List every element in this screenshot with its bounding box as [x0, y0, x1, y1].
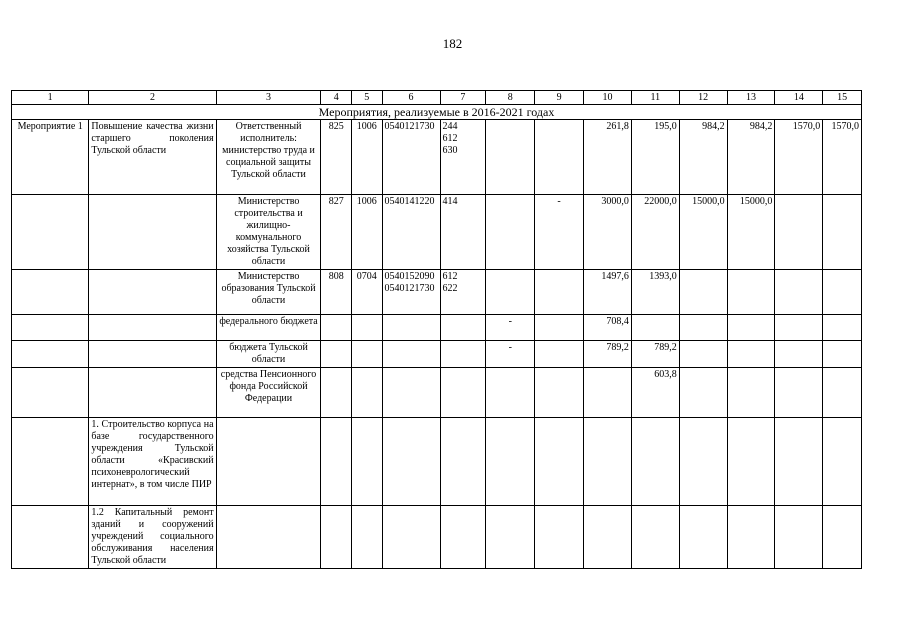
- grbs-code-cell: [321, 506, 352, 569]
- target-article-cell: [382, 506, 440, 569]
- amount-cell-col11: 1393,0: [631, 270, 679, 315]
- amount-cell-col11: 22000,0: [631, 195, 679, 270]
- target-article-code: 0540121730: [384, 121, 435, 132]
- col8-cell: [486, 120, 535, 195]
- target-article-code: 0540141220: [384, 196, 435, 207]
- target-article-cell: [382, 120, 440, 195]
- column-number-row: [12, 91, 862, 105]
- amount-cell-col10: [584, 418, 632, 506]
- description-cell: [89, 315, 216, 341]
- grbs-code-cell: [321, 341, 352, 368]
- amount-cell-col10: 1497,6: [584, 270, 632, 315]
- table-row: [12, 120, 862, 195]
- col9-cell: [535, 120, 584, 195]
- expense-type-code: 612: [442, 133, 458, 144]
- target-article-cell: [382, 195, 440, 270]
- column-number-8: 8: [486, 91, 535, 105]
- amount-cell-col15: [823, 195, 862, 270]
- col8-cell: [486, 195, 535, 270]
- amount-cell-col14: [775, 270, 823, 315]
- expense-type-code: 244: [442, 121, 458, 132]
- col9-cell: [535, 418, 584, 506]
- amount-cell-col11: 789,2: [631, 341, 679, 368]
- col9-cell: -: [535, 195, 584, 270]
- section-code-cell: [351, 418, 382, 506]
- executor-cell: [216, 418, 321, 506]
- col8-cell: [486, 418, 535, 506]
- amount-cell-col11: [631, 315, 679, 341]
- section-code-cell: [351, 341, 382, 368]
- amount-cell-col11: [631, 506, 679, 569]
- expense-type-code: 630: [442, 145, 458, 156]
- table-row: [12, 270, 862, 315]
- event-name-cell: Мероприятие 1: [12, 120, 89, 195]
- grbs-code-cell: 808: [321, 270, 352, 315]
- executor-cell: средства Пенсионного фонда Российской Федерации: [216, 368, 321, 418]
- page-number: 182: [442, 36, 463, 51]
- grbs-code-cell: 825: [321, 120, 352, 195]
- event-name-cell: [12, 195, 89, 270]
- executor-cell: [216, 506, 321, 569]
- column-number-5: 5: [351, 91, 382, 105]
- amount-cell-col11: 195,0: [631, 120, 679, 195]
- executor-cell: Министерство строительства и жилищно-коммунального хозяйства Тульской области: [216, 195, 321, 270]
- col8-cell: -: [486, 315, 535, 341]
- column-number-2: 2: [89, 91, 216, 105]
- event-name-cell: [12, 418, 89, 506]
- amount-cell-col12: [679, 418, 727, 506]
- event-name-cell: [12, 270, 89, 315]
- amount-cell-col10: 789,2: [584, 341, 632, 368]
- amount-cell-col15: [823, 270, 862, 315]
- amount-cell-col11: 603,8: [631, 368, 679, 418]
- target-article-cell: [382, 418, 440, 506]
- amount-cell-col13: [727, 368, 775, 418]
- section-row: [12, 105, 862, 120]
- col9-cell: [535, 506, 584, 569]
- event-name-cell: [12, 315, 89, 341]
- target-article-cell: [382, 315, 440, 341]
- column-number-14: 14: [775, 91, 823, 105]
- amount-cell-col12: 15000,0: [679, 195, 727, 270]
- section-code-cell: 1006: [351, 195, 382, 270]
- target-article-cell: [382, 270, 440, 315]
- col8-cell: [486, 270, 535, 315]
- target-article-cell: [382, 368, 440, 418]
- amount-cell-col14: [775, 506, 823, 569]
- amount-cell-col13: [727, 315, 775, 341]
- column-number-9: 9: [535, 91, 584, 105]
- target-article-code: 0540121730: [384, 283, 435, 294]
- amount-cell-col12: [679, 315, 727, 341]
- amount-cell-col13: [727, 341, 775, 368]
- section-code-cell: 1006: [351, 120, 382, 195]
- amount-cell-col12: [679, 341, 727, 368]
- amount-cell-col10: 708,4: [584, 315, 632, 341]
- description-cell: [89, 341, 216, 368]
- description-cell: 1. Строительство корпуса на базе государственного учреждения Тульской области «Красивский психоневрологический интернат», в том числе ПИР: [89, 418, 216, 506]
- col9-cell: [535, 315, 584, 341]
- event-name-cell: [12, 368, 89, 418]
- expense-type-cell: [440, 195, 486, 270]
- section-code-cell: [351, 368, 382, 418]
- amount-cell-col13: [727, 418, 775, 506]
- section-code-cell: [351, 506, 382, 569]
- column-number-4: 4: [321, 91, 352, 105]
- expense-type-cell: [440, 270, 486, 315]
- amount-cell-col13: [727, 270, 775, 315]
- col9-cell: [535, 270, 584, 315]
- amount-cell-col13: 15000,0: [727, 195, 775, 270]
- amount-cell-col14: [775, 418, 823, 506]
- executor-cell: федерального бюджета: [216, 315, 321, 341]
- description-cell: 1.2 Капитальный ремонт зданий и сооружений учреждений социального обслуживания населения Тульской области: [89, 506, 216, 569]
- description-cell: [89, 270, 216, 315]
- table-row: [12, 195, 862, 270]
- column-number-1: 1: [12, 91, 89, 105]
- col8-cell: [486, 368, 535, 418]
- column-number-3: 3: [216, 91, 321, 105]
- expense-type-cell: [440, 120, 486, 195]
- grbs-code-cell: [321, 315, 352, 341]
- expense-type-cell: [440, 368, 486, 418]
- column-number-7: 7: [440, 91, 486, 105]
- expense-type-cell: [440, 341, 486, 368]
- amount-cell-col10: 261,8: [584, 120, 632, 195]
- col8-cell: [486, 506, 535, 569]
- amount-cell-col12: [679, 270, 727, 315]
- column-number-15: 15: [823, 91, 862, 105]
- col9-cell: [535, 368, 584, 418]
- amount-cell-col12: [679, 368, 727, 418]
- col9-cell: [535, 341, 584, 368]
- amount-cell-col15: [823, 506, 862, 569]
- column-number-13: 13: [727, 91, 775, 105]
- amount-cell-col15: [823, 418, 862, 506]
- executor-cell: Министерство образования Тульской области: [216, 270, 321, 315]
- column-number-11: 11: [631, 91, 679, 105]
- amount-cell-col12: 984,2: [679, 120, 727, 195]
- amount-cell-col15: [823, 368, 862, 418]
- amount-cell-col13: 984,2: [727, 120, 775, 195]
- table-row: [12, 315, 862, 341]
- amount-cell-col14: [775, 368, 823, 418]
- executor-cell: Ответственный исполнитель: министерство труда и социальной защиты Тульской области: [216, 120, 321, 195]
- description-cell: [89, 195, 216, 270]
- event-name-cell: [12, 341, 89, 368]
- expense-type-code: 414: [442, 196, 458, 207]
- target-article-cell: [382, 341, 440, 368]
- table-row: [12, 368, 862, 418]
- amount-cell-col10: [584, 368, 632, 418]
- table-row: [12, 506, 862, 569]
- expense-type-cell: [440, 315, 486, 341]
- table-row: [12, 341, 862, 368]
- expense-type-code: 622: [442, 283, 458, 294]
- amount-cell-col10: [584, 506, 632, 569]
- amount-cell-col14: [775, 315, 823, 341]
- column-number-6: 6: [382, 91, 440, 105]
- section-code-cell: 0704: [351, 270, 382, 315]
- expense-type-cell: [440, 418, 486, 506]
- amount-cell-col15: [823, 315, 862, 341]
- amount-cell-col12: [679, 506, 727, 569]
- amount-cell-col14: [775, 341, 823, 368]
- amount-cell-col15: 1570,0: [823, 120, 862, 195]
- amount-cell-col11: [631, 418, 679, 506]
- description-cell: [89, 368, 216, 418]
- target-article-code: 0540152090: [384, 271, 435, 282]
- budget-table: [11, 90, 862, 569]
- description-cell: Повышение качества жизни старшего поколения Тульской области: [89, 120, 216, 195]
- grbs-code-cell: 827: [321, 195, 352, 270]
- executor-cell: бюджета Тульской области: [216, 341, 321, 368]
- table-row: [12, 418, 862, 506]
- col8-cell: -: [486, 341, 535, 368]
- event-name-cell: [12, 506, 89, 569]
- amount-cell-col14: [775, 195, 823, 270]
- section-title: Мероприятия, реализуемые в 2016-2021 годах: [12, 105, 862, 120]
- amount-cell-col15: [823, 341, 862, 368]
- amount-cell-col10: 3000,0: [584, 195, 632, 270]
- amount-cell-col13: [727, 506, 775, 569]
- grbs-code-cell: [321, 418, 352, 506]
- column-number-12: 12: [679, 91, 727, 105]
- column-number-10: 10: [584, 91, 632, 105]
- section-code-cell: [351, 315, 382, 341]
- expense-type-code: 612: [442, 271, 458, 282]
- expense-type-cell: [440, 506, 486, 569]
- amount-cell-col14: 1570,0: [775, 120, 823, 195]
- grbs-code-cell: [321, 368, 352, 418]
